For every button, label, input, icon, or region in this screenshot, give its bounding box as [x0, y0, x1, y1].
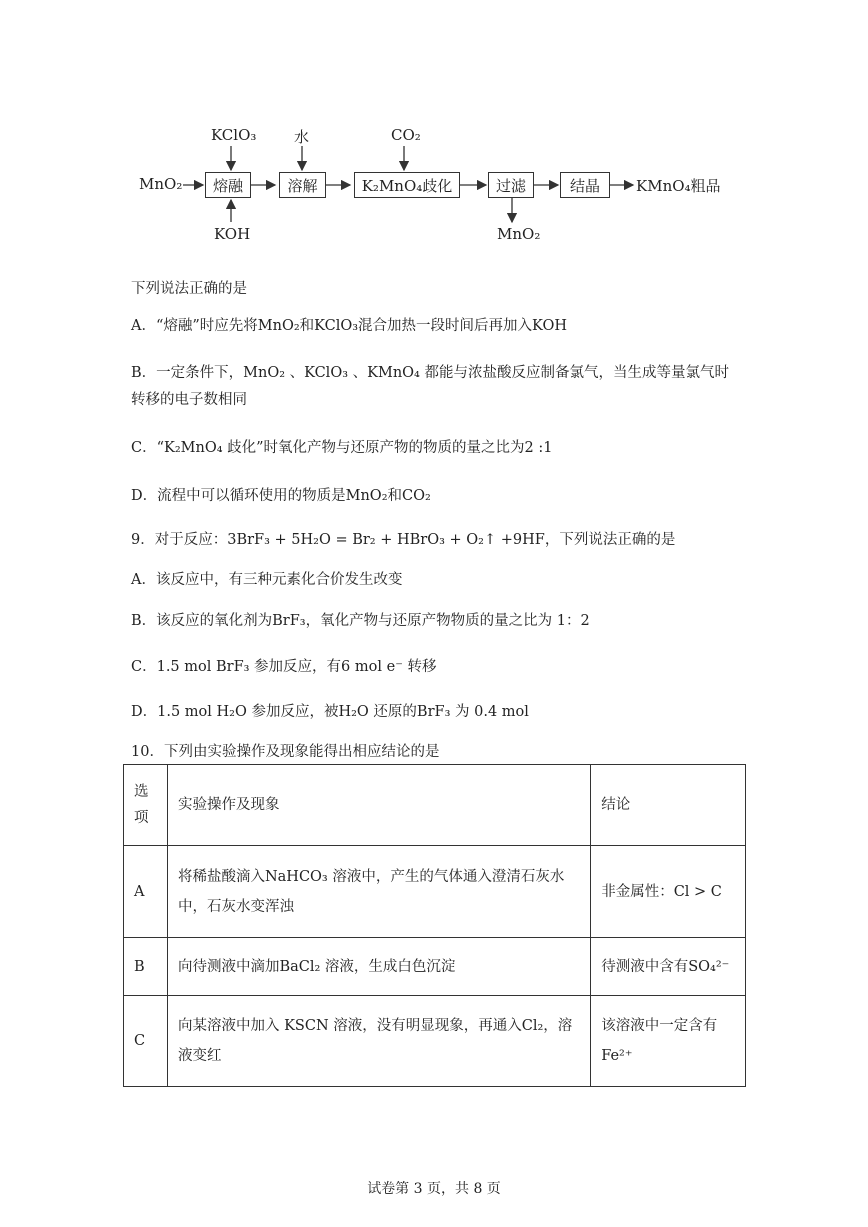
q8-option-d: D．流程中可以循环使用的物质是MnO₂和CO₂: [131, 488, 431, 504]
flow-arrows: [0, 0, 868, 260]
q10-table: [123, 764, 746, 1087]
flow-input-mno2: MnO₂: [139, 175, 183, 193]
table-header-operation: 实验操作及现象: [167, 765, 590, 846]
q9-option-a: A．该反应中，有三种元素化合价发生改变: [131, 572, 403, 588]
q8-option-a: A．“熔融”时应先将MnO₂和KClO₃混合加热一段时间后再加入KOH: [131, 318, 568, 334]
row-c-option: C: [124, 996, 168, 1087]
q8-option-c: C．“K₂MnO₄ 歧化”时氧化产物与还原产物的物质的量之比为2 :1: [131, 440, 553, 456]
q9-option-b: B．该反应的氧化剂为BrF₃，氧化产物与还原产物物质的量之比为 1：2: [131, 613, 590, 629]
table-header-option: 选项: [124, 765, 168, 846]
flow-koh-label: KOH: [214, 225, 251, 243]
table-row: [124, 846, 746, 938]
q8-option-b-line2: 转移的电子数相同: [131, 392, 247, 408]
row-b-operation: 向待测液中滴加BaCl₂ 溶液，生成白色沉淀: [167, 938, 590, 996]
q8-stem: 下列说法正确的是: [131, 281, 247, 297]
flow-step-melt: 熔融: [205, 172, 251, 198]
flow-product: KMnO₄粗品: [636, 177, 721, 195]
q9-stem: 9．对于反应：3BrF₃ + 5H₂O = Br₂ + HBrO₃ + O₂↑ +9HF，下列说法正确的是: [131, 532, 676, 548]
flow-step-filter: 过滤: [488, 172, 534, 198]
flow-byproduct-mno2: MnO₂: [497, 225, 541, 243]
table-header-row: [124, 765, 746, 846]
table-row: [124, 938, 746, 996]
page-footer: 试卷第 3 页，共 8 页: [367, 1181, 501, 1197]
flow-kclo3-label: KClO₃: [211, 126, 257, 144]
flow-water-label: 水: [294, 128, 310, 146]
row-a-operation: 将稀盐酸滴入NaHCO₃ 溶液中，产生的气体通入澄清石灰水 中，石灰水变浑浊: [167, 846, 590, 938]
flow-co2-label: CO₂: [391, 126, 421, 144]
q9-option-c: C．1.5 mol BrF₃ 参加反应，有6 mol e⁻ 转移: [131, 659, 437, 675]
table-row: [124, 996, 746, 1087]
q8-option-b-line1: B．一定条件下，MnO₂ 、KClO₃ 、KMnO₄ 都能与浓盐酸反应制备氯气，当生成等量氯气时: [131, 365, 729, 381]
row-a-conclusion: 非金属性：Cl > C: [591, 846, 746, 938]
flow-step-dissolve: 溶解: [279, 172, 326, 198]
row-c-operation: 向某溶液中加入 KSCN 溶液，没有明显现象，再通入Cl₂，溶 液变红: [167, 996, 590, 1087]
row-b-option: B: [124, 938, 168, 996]
flow-step-disproportionation: K₂MnO₄歧化: [354, 172, 460, 198]
row-a-option: A: [124, 846, 168, 938]
table-header-conclusion: 结论: [591, 765, 746, 846]
q9-option-d: D．1.5 mol H₂O 参加反应，被H₂O 还原的BrF₃ 为 0.4 mol: [131, 704, 529, 720]
row-c-conclusion: 该溶液中一定含有 Fe²⁺: [591, 996, 746, 1087]
q10-stem: 10．下列由实验操作及现象能得出相应结论的是: [131, 744, 440, 760]
flow-step-crystallize: 结晶: [560, 172, 610, 198]
row-b-conclusion: 待测液中含有SO₄²⁻: [591, 938, 746, 996]
